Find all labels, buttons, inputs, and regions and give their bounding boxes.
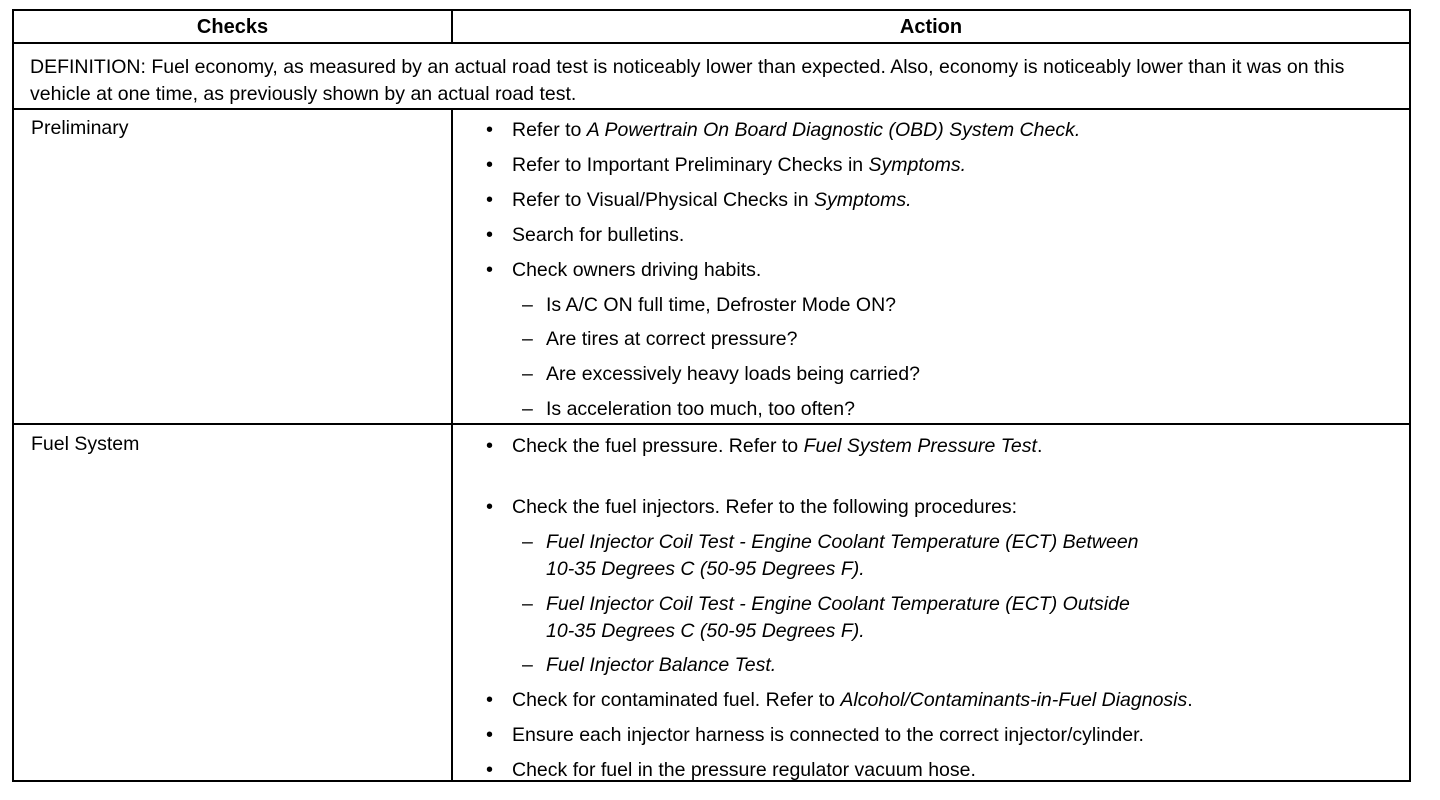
diagnostic-table: Checks Action DEFINITION: Fuel economy, as measured by an actual road test is noticeably lower than expected. Also, economy is noticeably lower than it was on this vehicle at one time, as previously shown by an actual road test. Preliminary • Refer to A Powertrain On Board Diagnostic (OBD) System Check. • Refer to Important Preliminary Checks in Symptoms. • Refer to Visual/Physical Checks in Symptoms. • Search for bulletins. • Check owners driving habits. – Is A/C ON full time, Defroster Mode ON? – Are tires at correct pressure? – Are excessively heavy loads being carried? – Is acceleration too much, too often? Fuel System • Check the fuel pressure. Refer to Fuel System Pressure Test. • Check the fuel injectors. Refer to the following procedures: – Fuel Injector Coil Test - Engine Coolant Temperature (ECT) Between 10-35 Degrees C (50-95 Degrees F). – Fuel Injector Coil Test - Engine Coolant Temperature (ECT) Outside 10-35 Degrees C (50-95 Degrees F). – Fuel Injector Balance Test. • Check for contaminated fuel. Refer to Alcohol/Contaminants-in-Fuel Diagnosis. • Ensure each injector harness is connected to the correct injector/cylinder. • Check for fuel in the pressure regulator vacuum hose. <box>12 9 1411 782</box>
check-label-preliminary: Preliminary <box>31 117 129 139</box>
column-divider-body <box>451 108 453 780</box>
bullet-icon: • <box>486 496 494 518</box>
bullet-icon: • <box>486 154 494 176</box>
bullet-icon: • <box>486 435 494 457</box>
row-divider <box>14 423 1409 425</box>
dash-icon: – <box>522 363 533 385</box>
dash-icon: – <box>522 654 533 676</box>
bullet-icon: • <box>486 224 494 246</box>
dash-icon: – <box>522 593 533 615</box>
dash-icon: – <box>522 531 533 553</box>
bullet-icon: • <box>486 189 494 211</box>
bullet-icon: • <box>486 259 494 281</box>
check-label-fuel-system: Fuel System <box>31 433 140 455</box>
bullet-icon: • <box>486 119 494 141</box>
definition-text: DEFINITION: Fuel economy, as measured by an actual road test is noticeably lower than expected. Also, economy is noticeably lower than it was on this vehicle at one time, as previously shown by an actual road test. <box>30 56 1345 105</box>
header-checks: Checks <box>196 16 269 38</box>
bullet-icon: • <box>486 724 494 746</box>
dash-icon: – <box>522 294 533 316</box>
dash-icon: – <box>522 328 533 350</box>
bullet-icon: • <box>486 759 494 781</box>
header-action: Action <box>899 16 963 38</box>
definition-divider <box>14 108 1409 110</box>
dash-icon: – <box>522 398 533 420</box>
bullet-icon: • <box>486 689 494 711</box>
